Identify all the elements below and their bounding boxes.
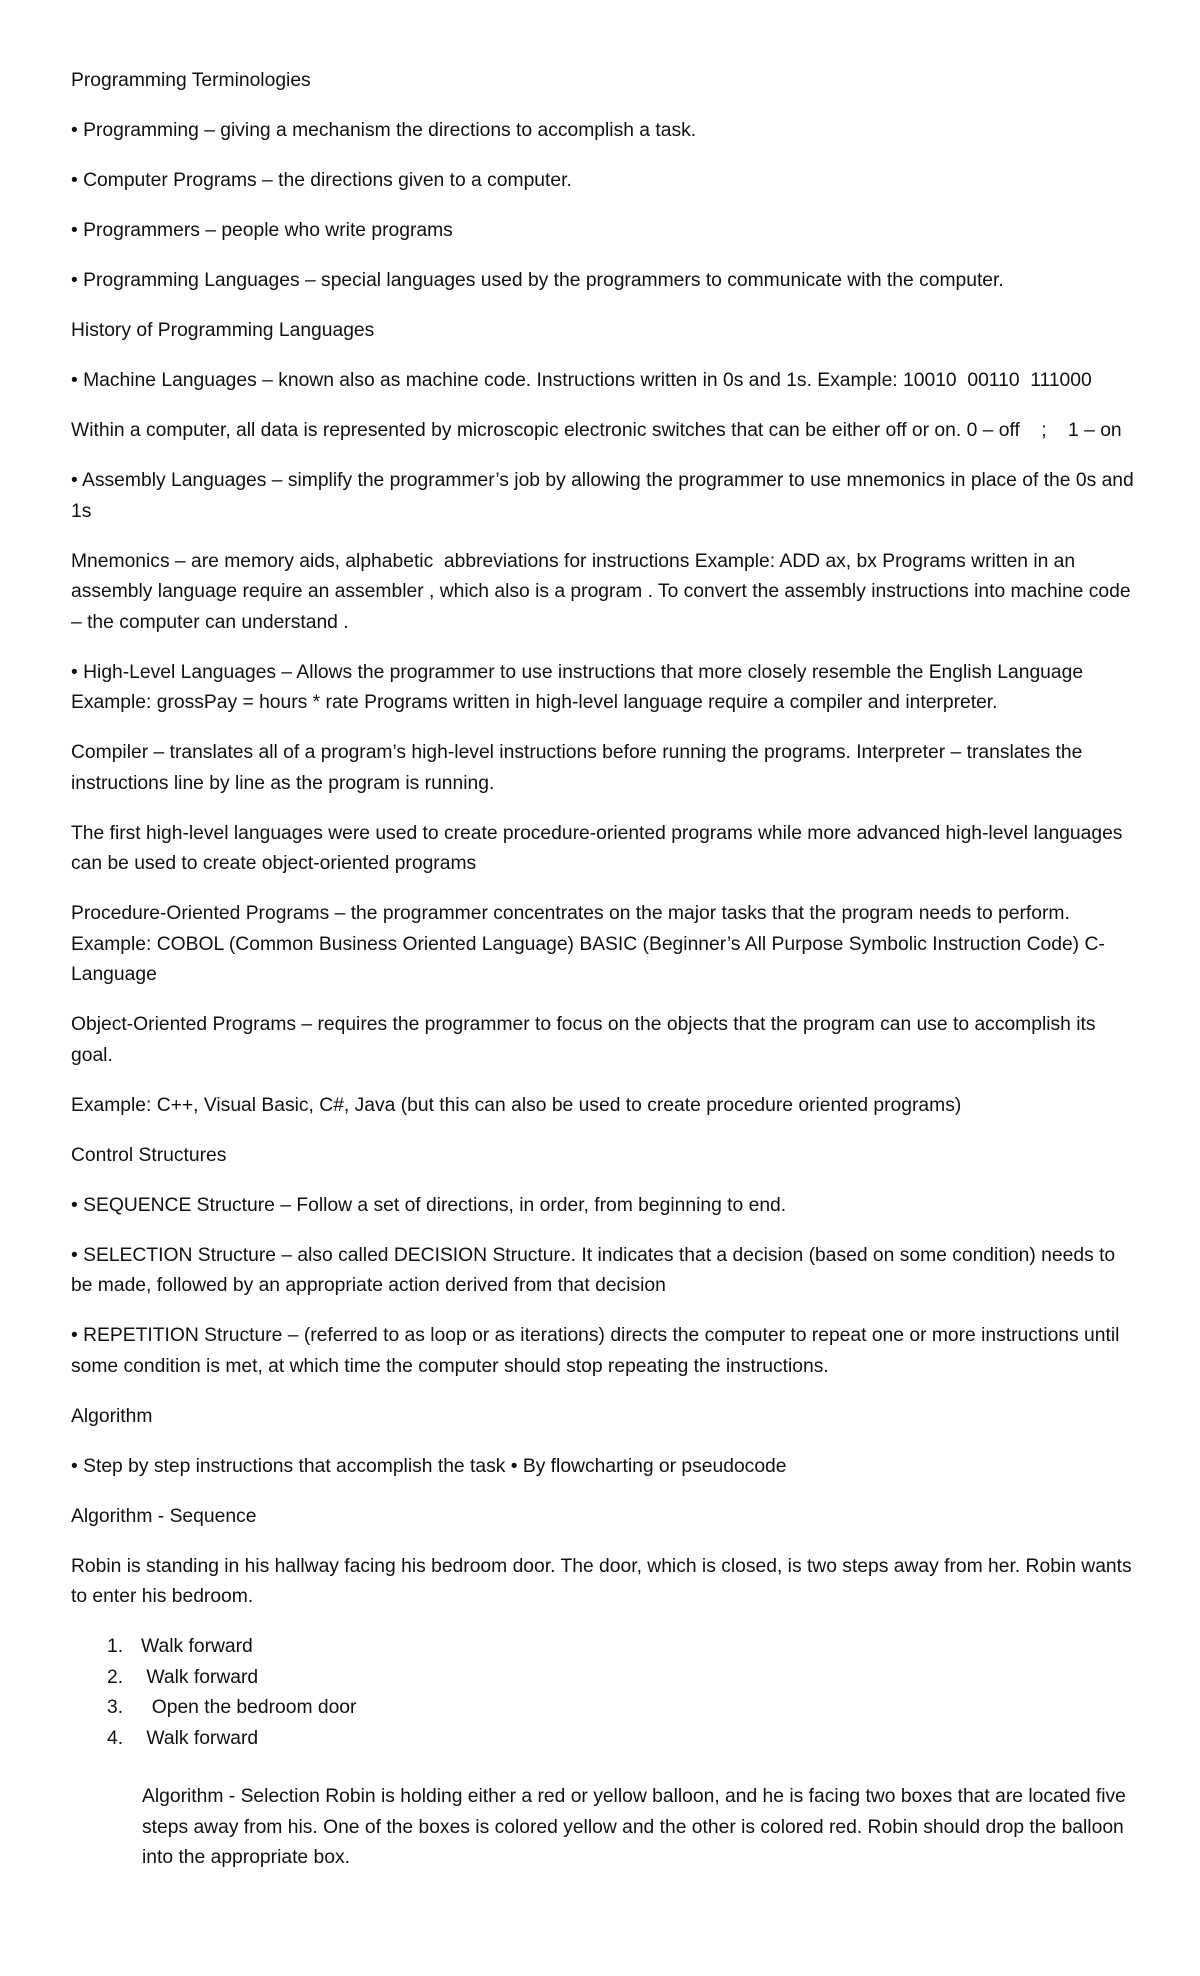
paragraph-oo-example: Example: C++, Visual Basic, C#, Java (but this can also be used to create procedure oriented programs) — [71, 1094, 962, 1116]
bullet-programming-languages: • Programming Languages – special languages used by the programmers to communicate with the computer. — [71, 270, 1004, 291]
list-item-text: Walk forward — [141, 1727, 259, 1749]
paragraph-first-high-level: The first high-level languages were used to create procedure-oriented programs while more advanced high-level languages can be used to create object-oriented programs — [71, 822, 1128, 874]
bullet-selection-structure: • SELECTION Structure – also called DECISION Structure. It indicates that a decision (based on some condition) needs to be made, followed by an appropriate action derived from that decision — [71, 1244, 1121, 1296]
bullet-repetition-structure: • REPETITION Structure – (referred to as loop or as iterations) directs the computer to repeat one or more instructions until some condition is met, at which time the computer should stop repeating the instructions. — [71, 1325, 1125, 1377]
bullet-programmers: • Programmers – people who write programs — [71, 220, 453, 241]
paragraph-algorithm-selection: Algorithm - Selection Robin is holding either a red or yellow balloon, and he is facing two boxes that are located five steps away from his. One of the boxes is colored yellow and the other is colored red. Robin should drop the balloon into the appropriate box. — [142, 1786, 1132, 1868]
bullet-programming: • Programming – giving a mechanism the directions to accomplish a task. — [71, 120, 697, 141]
paragraph-procedure-oriented: Procedure-Oriented Programs – the programmer concentrates on the major tasks that the program needs to perform. Example: COBOL (Common Business Oriented Language) BASIC (Beginner’s All Purpose Symbolic Instruction Code) C-Language — [71, 903, 1105, 985]
paragraph-switches: Within a computer, all data is represented by microscopic electronic switches that can be either off or on. 0 – off ; 1 – on — [71, 420, 1122, 441]
list-item-number: 3. — [107, 1697, 124, 1718]
bullet-high-level-languages: • High-Level Languages – Allows the programmer to use instructions that more closely resemble the English Language Example: grossPay = hours * rate Programs written in high-level language require a compiler and interpreter. — [71, 661, 1089, 713]
list-item-text: Walk forward — [141, 1666, 259, 1688]
list-item — [71, 1663, 1135, 1694]
heading-algorithm-sequence: Algorithm - Sequence — [71, 1505, 257, 1527]
document-body — [71, 66, 1140, 1893]
bullet-assembly-languages: • Assembly Languages – simplify the programmer’s job by allowing the programmer to use mnemonics in place of the 0s and 1s — [71, 470, 1140, 522]
paragraph-robin-hallway: Robin is standing in his hallway facing his bedroom door. The door, which is closed, is two steps away from her. Robin wants to enter his bedroom. — [71, 1555, 1138, 1607]
heading-control-structures: Control Structures — [71, 1144, 227, 1166]
list-item — [71, 1632, 1135, 1663]
bullet-machine-languages: • Machine Languages – known also as machine code. Instructions written in 0s and 1s. Example: 10010 00110 111000 — [71, 370, 1092, 391]
paragraph-object-oriented: Object-Oriented Programs – requires the programmer to focus on the objects that the program can use to accomplish its goal. — [71, 1014, 1101, 1066]
heading-programming-terminologies: Programming Terminologies — [71, 70, 311, 91]
list-item-number: 2. — [107, 1666, 124, 1688]
heading-algorithm: Algorithm — [71, 1405, 153, 1427]
list-item-text: Walk forward — [141, 1636, 253, 1657]
list-item — [71, 1693, 1135, 1724]
paragraph-compiler: Compiler – translates all of a program’s high-level instructions before running the programs. Interpreter – translates the instructions line by line as the program is running. — [71, 742, 1088, 794]
bullet-step-by-step: • Step by step instructions that accomplish the task • By flowcharting or pseudocode — [71, 1455, 787, 1477]
list-item-number: 4. — [107, 1727, 124, 1749]
paragraph-mnemonics: Mnemonics – are memory aids, alphabetic abbreviations for instructions Example: ADD ax, bx Programs written in an assembly language require an assembler , which also is a program . To convert the assembly instructions into machine code – the computer can understand . — [71, 550, 1136, 633]
bullet-computer-programs: • Computer Programs – the directions given to a computer. — [71, 170, 572, 191]
sequence-steps-list — [71, 1632, 1135, 1754]
heading-history: History of Programming Languages — [71, 320, 375, 341]
list-item-text: Open the bedroom door — [141, 1697, 357, 1718]
bullet-sequence-structure: • SEQUENCE Structure – Follow a set of directions, in order, from beginning to end. — [71, 1194, 787, 1216]
list-item-number: 1. — [107, 1636, 124, 1657]
list-item — [71, 1724, 1135, 1755]
